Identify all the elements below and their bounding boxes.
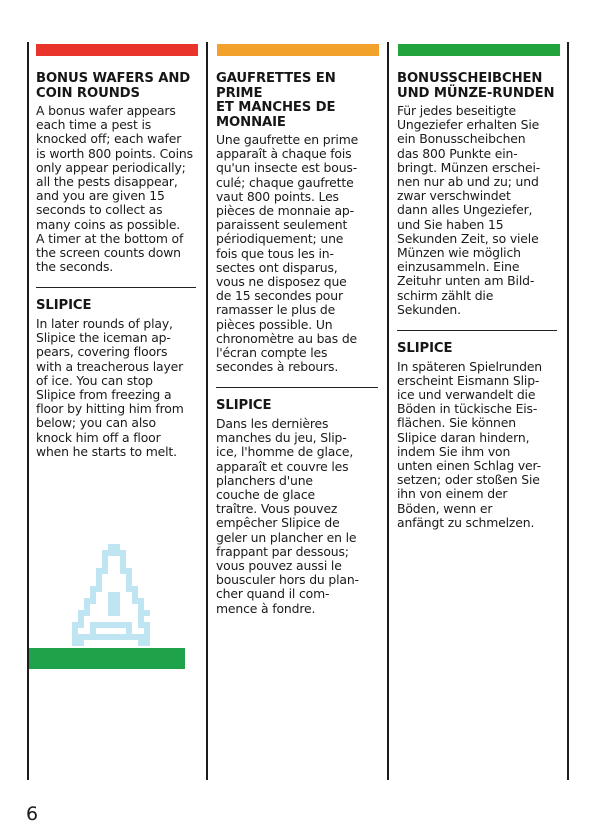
section-divider <box>216 387 378 388</box>
column-french <box>216 72 382 616</box>
section-divider <box>36 287 196 288</box>
section-body: Für jedes beseitigte Ungeziefer erhalten Sie ein Bonusscheibchen das 800 Punkte ein- bringt. Münzen erschei- nen nur ab und zu; und zwar verschwindet dann alles Ungeziefer, und Sie haben 15 Sekunden Zeit, so viele Münzen wie möglich einzusammeln. Eine Zeituhr unten am Bild- schirm zählt die Sekunden. <box>397 103 541 317</box>
section-heading: GAUFRETTES EN PRIME ET MANCHES DE MONNAIE <box>216 71 336 130</box>
section-heading: BONUS WAFERS AND COIN ROUNDS <box>36 71 191 101</box>
column-divider <box>387 42 389 780</box>
section-body: In later rounds of play, Slipice the iceman ap- pears, covering floors with a treacherous layer of ice. You can stop Slipice from freezing a floor by hitting him from below; you can also knock him off a floor when he starts to melt. <box>36 315 184 459</box>
section-heading: SLIPICE <box>36 298 92 314</box>
section-heading: BONUSSCHEIBCHEN UND MÜNZE-RUNDEN <box>397 71 555 101</box>
section-body: In späteren Spielrunden erscheint Eismann Slip- ice und verwandelt die Böden in tückische Eis- flächen. Sie können Slipice daran hindern, indem Sie ihm von unten einen Schlag ver- setzen; oder stoßen Sie ihn von einem der Böden, wenn er anfängt zu schmelzen. <box>397 358 543 530</box>
color-bar-french <box>217 44 379 56</box>
column-divider <box>206 42 208 780</box>
slipice-icon <box>68 542 158 648</box>
column-english <box>36 72 201 459</box>
section-body: Une gaufrette en prime apparaît à chaque fois qu'un insecte est bous- culé; chaque gaufrette vaut 800 points. Les pièces de monnaie ap- paraissent seulement périodiquement; une fois que tous les in- sectes ont disparus, vous ne disposez que de 15 secondes pour ramasser le plus de pièces possible. Un chronomètre au bas de l'écran compte les secondes à rebours. <box>216 132 359 375</box>
ground-platform <box>29 648 185 669</box>
column-german <box>397 72 563 530</box>
page-number: 6 <box>26 803 39 825</box>
section-heading: SLIPICE <box>216 398 272 414</box>
section-heading: SLIPICE <box>397 341 453 357</box>
column-divider <box>567 42 569 780</box>
section-body: Dans les dernières manches du jeu, Slip- ice, l'homme de glace, apparaît et couvre les planchers d'une couche de glace traître. Vous pouvez empêcher Slipice de geler un plancher en le frappant par dessous; vous pouvez aussi le bousculer hors du plan- cher quand il com- mence à fondre. <box>216 415 359 616</box>
section-divider <box>397 330 557 331</box>
color-bar-english <box>36 44 198 56</box>
column-divider <box>27 42 29 780</box>
section-body: A bonus wafer appears each time a pest is knocked off; each wafer is worth 800 points. Coins only appear periodically; all the pests disappear, and you are given 15 seconds to collect as many coins as possible. A timer at the bottom of the screen counts down the seconds. <box>36 103 193 275</box>
color-bar-german <box>398 44 560 56</box>
